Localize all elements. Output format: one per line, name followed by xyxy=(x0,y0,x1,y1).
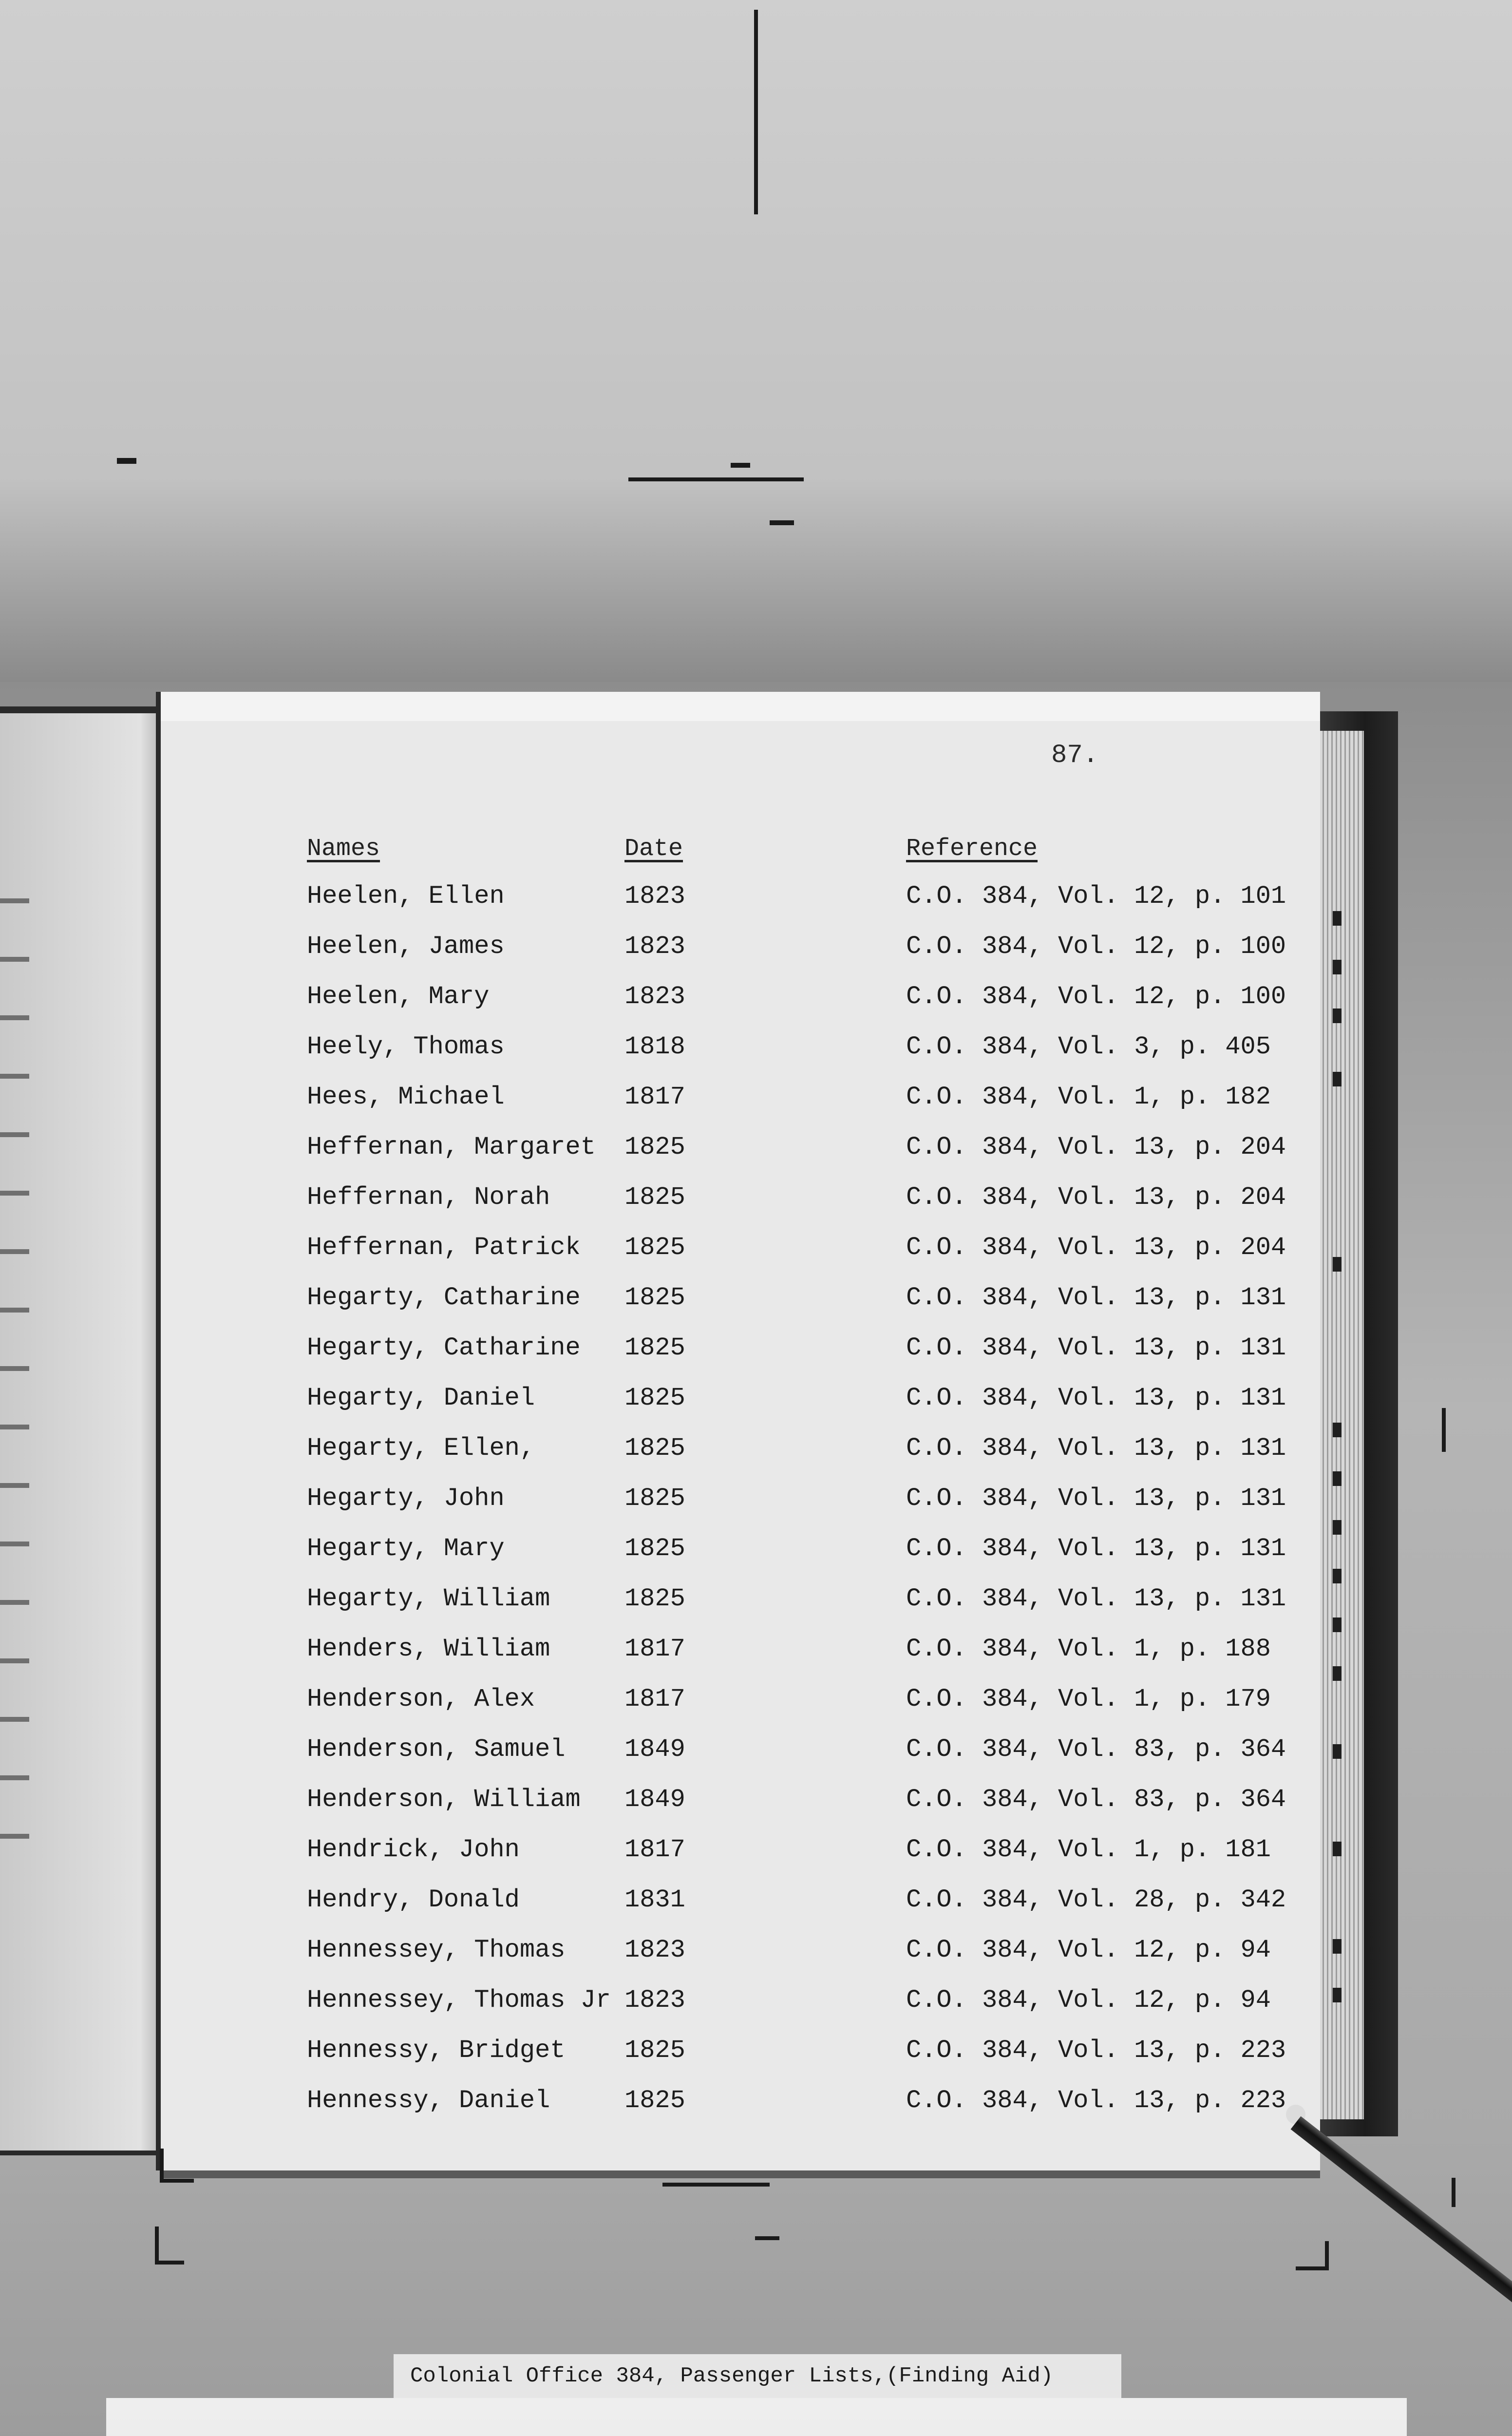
names-column-header: Names xyxy=(307,835,380,863)
entry-name: Hegarty, Daniel xyxy=(307,1384,535,1412)
entry-date: 1818 xyxy=(624,1032,685,1061)
entry-reference: C.O. 384, Vol. 13, p. 131 xyxy=(906,1283,1286,1312)
entry-name: Henderson, William xyxy=(307,1785,581,1814)
finding-aid-label: Colonial Office 384, Passenger Lists,(Finding Aid) xyxy=(394,2354,1121,2398)
entry-name: Heelen, Ellen xyxy=(307,882,505,911)
list-item xyxy=(307,1735,1320,1785)
entry-date: 1823 xyxy=(624,932,685,961)
entry-date: 1825 xyxy=(624,2036,685,2065)
entry-reference: C.O. 384, Vol. 83, p. 364 xyxy=(906,1785,1286,1814)
entry-name: Heffernan, Margaret xyxy=(307,1133,596,1161)
entry-reference: C.O. 384, Vol. 1, p. 182 xyxy=(906,1083,1271,1111)
entry-date: 1849 xyxy=(624,1785,685,1814)
entry-name: Hendrick, John xyxy=(307,1835,520,1864)
entry-reference: C.O. 384, Vol. 1, p. 179 xyxy=(906,1685,1271,1713)
entry-date: 1825 xyxy=(624,1584,685,1613)
entry-reference: C.O. 384, Vol. 13, p. 131 xyxy=(906,1534,1286,1563)
film-scratch xyxy=(117,458,136,464)
film-scratch xyxy=(770,520,794,525)
list-item xyxy=(307,1534,1320,1584)
entry-date: 1825 xyxy=(624,1183,685,1212)
list-item xyxy=(307,1032,1320,1083)
list-item xyxy=(307,1133,1320,1183)
entry-name: Hennessy, Bridget xyxy=(307,2036,566,2065)
entry-reference: C.O. 384, Vol. 83, p. 364 xyxy=(906,1735,1286,1764)
left-facing-page xyxy=(0,706,175,2155)
entry-name: Hegarty, Catharine xyxy=(307,1283,581,1312)
entry-reference: C.O. 384, Vol. 13, p. 204 xyxy=(906,1183,1286,1212)
entry-name: Henders, William xyxy=(307,1635,550,1663)
document-page xyxy=(161,692,1320,2170)
entry-date: 1825 xyxy=(624,1133,685,1161)
corner-registration-mark xyxy=(155,2261,184,2265)
entry-name: Henderson, Alex xyxy=(307,1685,535,1713)
entry-reference: C.O. 384, Vol. 12, p. 101 xyxy=(906,882,1286,911)
list-item xyxy=(307,1283,1320,1333)
entry-date: 1849 xyxy=(624,1735,685,1764)
entry-date: 1825 xyxy=(624,1233,685,1262)
entry-name: Hendry, Donald xyxy=(307,1885,520,1914)
entry-reference: C.O. 384, Vol. 13, p. 131 xyxy=(906,1584,1286,1613)
entry-reference: C.O. 384, Vol. 13, p. 131 xyxy=(906,1384,1286,1412)
list-item xyxy=(307,1333,1320,1384)
list-item xyxy=(307,1233,1320,1283)
page-stack-edge xyxy=(1315,731,1364,2119)
entry-reference: C.O. 384, Vol. 13, p. 223 xyxy=(906,2086,1286,2115)
entry-date: 1817 xyxy=(624,1083,685,1111)
list-item xyxy=(307,982,1320,1032)
list-item xyxy=(307,1785,1320,1835)
film-scratch xyxy=(731,463,750,468)
corner-registration-mark xyxy=(1296,2266,1329,2270)
entry-name: Heffernan, Patrick xyxy=(307,1233,581,1262)
corner-registration-mark xyxy=(160,2179,194,2183)
entry-date: 1825 xyxy=(624,1484,685,1513)
entry-name: Heffernan, Norah xyxy=(307,1183,550,1212)
entry-date: 1825 xyxy=(624,1283,685,1312)
corner-registration-mark xyxy=(155,2227,159,2261)
entry-date: 1825 xyxy=(624,1333,685,1362)
entry-date: 1825 xyxy=(624,1534,685,1563)
entry-reference: C.O. 384, Vol. 12, p. 100 xyxy=(906,932,1286,961)
reference-column-header: Reference xyxy=(906,835,1038,863)
entry-name: Hennessey, Thomas Jr xyxy=(307,1986,611,2015)
entry-name: Hegarty, William xyxy=(307,1584,550,1613)
entry-name: Henderson, Samuel xyxy=(307,1735,566,1764)
list-item xyxy=(307,1986,1320,2036)
entry-reference: C.O. 384, Vol. 3, p. 405 xyxy=(906,1032,1271,1061)
list-item xyxy=(307,1484,1320,1534)
entry-reference: C.O. 384, Vol. 13, p. 131 xyxy=(906,1333,1286,1362)
list-item xyxy=(307,1835,1320,1885)
entry-reference: C.O. 384, Vol. 28, p. 342 xyxy=(906,1885,1286,1914)
film-scratch xyxy=(1442,1408,1446,1452)
corner-registration-mark xyxy=(160,2149,164,2183)
entry-date: 1823 xyxy=(624,882,685,911)
list-item xyxy=(307,2036,1320,2086)
list-item xyxy=(307,1885,1320,1936)
entry-reference: C.O. 384, Vol. 1, p. 188 xyxy=(906,1635,1271,1663)
list-item xyxy=(307,1936,1320,1986)
corner-registration-mark xyxy=(1452,2178,1455,2207)
list-item xyxy=(307,1685,1320,1735)
entry-reference: C.O. 384, Vol. 12, p. 94 xyxy=(906,1986,1271,2015)
list-item xyxy=(307,1584,1320,1635)
list-item xyxy=(307,882,1320,932)
entry-reference: C.O. 384, Vol. 13, p. 204 xyxy=(906,1133,1286,1161)
entry-name: Hegarty, Catharine xyxy=(307,1333,581,1362)
corner-registration-mark xyxy=(755,2236,779,2240)
entry-name: Hennessy, Daniel xyxy=(307,2086,550,2115)
entry-name: Hegarty, Mary xyxy=(307,1534,505,1563)
entry-date: 1817 xyxy=(624,1835,685,1864)
corner-registration-mark xyxy=(1325,2241,1329,2270)
entry-reference: C.O. 384, Vol. 12, p. 100 xyxy=(906,982,1286,1011)
entry-name: Heelen, Mary xyxy=(307,982,490,1011)
entry-name: Heelen, James xyxy=(307,932,505,961)
list-item xyxy=(307,1635,1320,1685)
entry-reference: C.O. 384, Vol. 13, p. 204 xyxy=(906,1233,1286,1262)
page-number: 87. xyxy=(1051,741,1099,770)
entry-name: Hennessey, Thomas xyxy=(307,1936,566,1964)
entry-name: Hegarty, John xyxy=(307,1484,505,1513)
entry-date: 1823 xyxy=(624,982,685,1011)
entry-reference: C.O. 384, Vol. 13, p. 223 xyxy=(906,2036,1286,2065)
film-scratch xyxy=(754,10,758,214)
entry-date: 1825 xyxy=(624,1434,685,1463)
passenger-entries-list xyxy=(307,882,1320,2136)
entry-name: Heely, Thomas xyxy=(307,1032,505,1061)
list-item xyxy=(307,2086,1320,2136)
entry-date: 1825 xyxy=(624,1384,685,1412)
entry-reference: C.O. 384, Vol. 13, p. 131 xyxy=(906,1484,1286,1513)
film-scratch xyxy=(628,477,804,481)
corner-registration-mark xyxy=(662,2183,770,2187)
list-item xyxy=(307,932,1320,982)
entry-date: 1825 xyxy=(624,2086,685,2115)
list-item xyxy=(307,1384,1320,1434)
entry-reference: C.O. 384, Vol. 12, p. 94 xyxy=(906,1936,1271,1964)
entry-reference: C.O. 384, Vol. 1, p. 181 xyxy=(906,1835,1271,1864)
archive-card xyxy=(106,2398,1407,2436)
entry-date: 1831 xyxy=(624,1885,685,1914)
list-item xyxy=(307,1183,1320,1233)
list-item xyxy=(307,1434,1320,1484)
entry-reference: C.O. 384, Vol. 13, p. 131 xyxy=(906,1434,1286,1463)
entry-date: 1817 xyxy=(624,1635,685,1663)
entry-date: 1817 xyxy=(624,1685,685,1713)
entry-name: Hegarty, Ellen, xyxy=(307,1434,535,1463)
date-column-header: Date xyxy=(624,835,683,863)
entry-name: Hees, Michael xyxy=(307,1083,505,1111)
entry-date: 1823 xyxy=(624,1986,685,2015)
list-item xyxy=(307,1083,1320,1133)
entry-date: 1823 xyxy=(624,1936,685,1964)
